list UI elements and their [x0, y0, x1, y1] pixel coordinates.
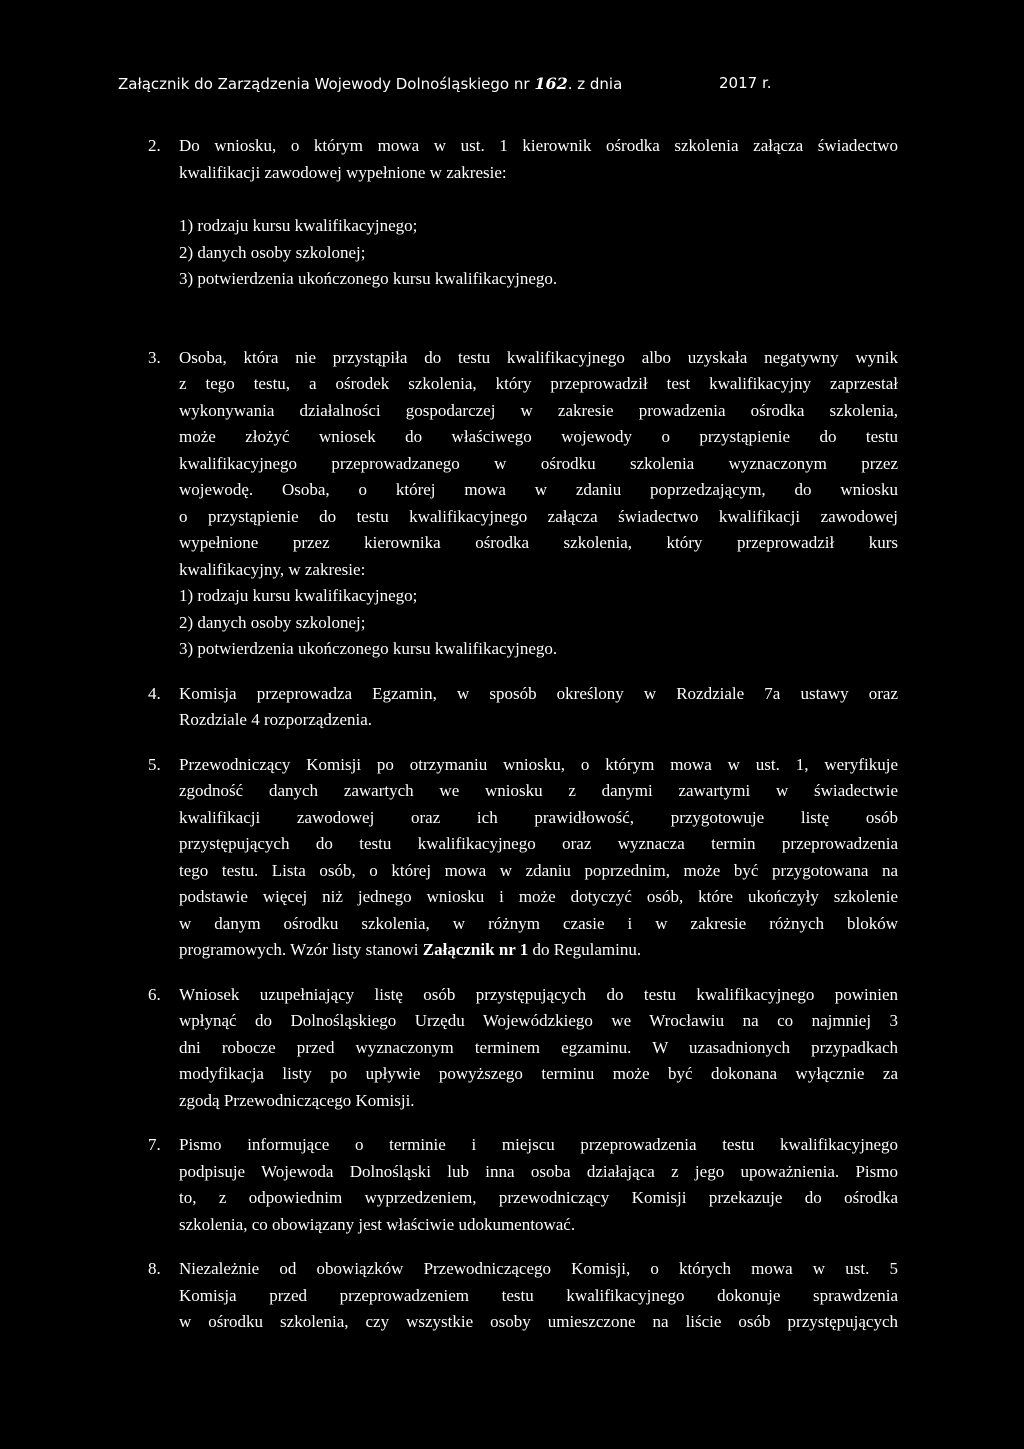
- paragraph-number: 5.: [148, 754, 161, 774]
- header-year: 2017 r.: [719, 74, 772, 92]
- list-item: 1) rodzaju kursu kwalifikacyjnego;: [179, 216, 418, 235]
- paragraph-number: 8.: [148, 1259, 161, 1278]
- paragraph-6: [148, 982, 898, 1115]
- paragraph-line: Niezależnie od obowiązków Przewodniczącego Komisji, o których mowa w ust. 5: [179, 1259, 898, 1278]
- paragraph-line: tego testu. Lista osób, o której mowa w zdaniu poprzednim, może być przygotowana na: [179, 860, 898, 880]
- paragraph-line: Komisja przed przeprowadzeniem testu kwalifikacyjnego dokonuje sprawdzenia: [179, 1285, 898, 1305]
- paragraph-number: 2.: [148, 136, 161, 155]
- paragraph-line: kwalifikacyjnego przeprowadzanego w ośrodku szkolenia wyznaczonym przez: [179, 453, 898, 473]
- document-body: [148, 133, 898, 1336]
- list-item: 1) rodzaju kursu kwalifikacyjnego;: [179, 586, 418, 605]
- paragraph-line: dni robocze przed wyznaczonym terminem egzaminu. W uzasadnionych przypadkach: [179, 1037, 898, 1057]
- paragraph-line: może złożyć wniosek do właściwego wojewody o przystąpienie do testu: [179, 427, 898, 446]
- paragraph-line: Komisja przeprowadza Egzamin, w sposób określony w Rozdziale 7a ustawy oraz: [179, 683, 898, 703]
- list-item: 3) potwierdzenia ukończonego kursu kwalifikacyjnego.: [179, 269, 558, 288]
- line-text: do Regulaminu.: [528, 940, 642, 959]
- paragraph-line: wykonywania działalności gospodarczej w zakresie prowadzenia ośrodka szkolenia,: [179, 400, 898, 420]
- paragraph-line: Przewodniczący Komisji po otrzymaniu wniosku, o którym mowa w ust. 1, weryfikuje: [179, 754, 898, 774]
- line-text: programowych. Wzór listy stanowi: [179, 940, 423, 959]
- paragraph-number: 3.: [148, 347, 161, 367]
- list-item: 2) danych osoby szkolonej;: [179, 242, 366, 262]
- paragraph-2: [148, 133, 898, 186]
- paragraph-2-list: [148, 213, 898, 293]
- paragraph-7: [148, 1132, 898, 1238]
- document-header: [118, 74, 772, 93]
- paragraph-line: podstawie więcej niż jednego wniosku i może dotyczyć osób, które ukończyły szkolenie: [179, 887, 898, 906]
- header-prefix: Załącznik do Zarządzenia Wojewody Dolnośląskiego nr: [118, 75, 530, 93]
- paragraph-line: szkolenia, co obowiązany jest właściwie udokumentować.: [179, 1214, 576, 1234]
- paragraph-number: 6.: [148, 984, 161, 1004]
- paragraph-8: [148, 1256, 898, 1336]
- paragraph-line: kwalifikacji zawodowej oraz ich prawidłowość, przygotowuje listę osób: [179, 807, 898, 827]
- paragraph-line: wypełnione przez kierownika ośrodka szkolenia, który przeprowadził kurs: [179, 533, 898, 552]
- paragraph-line: to, z odpowiednim wyprzedzeniem, przewodniczący Komisji przekazuje do ośrodka: [179, 1188, 898, 1207]
- paragraph-line: w ośrodku szkolenia, czy wszystkie osoby umieszczone na liście osób przystępujących: [179, 1312, 898, 1331]
- paragraph-line: z tego testu, a ośrodek szkolenia, który przeprowadził test kwalifikacyjny zaprzestał: [179, 374, 898, 393]
- paragraph-line: kwalifikacji zawodowej wypełnione w zakresie:: [179, 162, 507, 182]
- paragraph-line: Osoba, która nie przystąpiła do testu kwalifikacyjnego albo uzyskała negatywny wynik: [179, 347, 898, 367]
- paragraph-line: Wniosek uzupełniający listę osób przystępujących do testu kwalifikacyjnego powinien: [179, 984, 898, 1004]
- paragraph-line: wojewodę. Osoba, o której mowa w zdaniu poprzedzającym, do wniosku: [179, 480, 898, 499]
- paragraph-5: [148, 752, 898, 964]
- list-item: 3) potwierdzenia ukończonego kursu kwalifikacyjnego.: [179, 639, 558, 658]
- paragraph-line: zgodą Przewodniczącego Komisji.: [179, 1090, 415, 1110]
- paragraph-4: [148, 681, 898, 734]
- header-date-label: . z dnia: [567, 75, 623, 93]
- list-item: 2) danych osoby szkolonej;: [179, 612, 366, 632]
- paragraph-line: w danym ośrodku szkolenia, w różnym czasie i w zakresie różnych bloków: [179, 913, 898, 933]
- paragraph-line: zgodność danych zawartych we wniosku z danymi zawartymi w świadectwie: [179, 781, 898, 800]
- paragraph-line: Pismo informujące o terminie i miejscu przeprowadzenia testu kwalifikacyjnego: [179, 1135, 898, 1154]
- paragraph-line: przystępujących do testu kwalifikacyjnego oraz wyznacza termin przeprowadzenia: [179, 834, 898, 853]
- handwritten-number: 162: [534, 74, 568, 93]
- paragraph-line: podpisuje Wojewoda Dolnośląski lub inna osoba działająca z jego upoważnienia. Pismo: [179, 1161, 898, 1181]
- paragraph-line: [179, 937, 898, 964]
- paragraph-line: Do wniosku, o którym mowa w ust. 1 kierownik ośrodka szkolenia załącza świadectwo: [179, 136, 898, 155]
- paragraph-line: modyfikacja listy po upływie powyższego terminu może być dokonana wyłącznie za: [179, 1064, 898, 1083]
- paragraph-number: 7.: [148, 1135, 161, 1154]
- paragraph-3: [148, 345, 898, 663]
- attachment-reference: Załącznik nr 1: [422, 940, 529, 959]
- paragraph-line: o przystąpienie do testu kwalifikacyjnego załącza świadectwo kwalifikacji zawodowej: [179, 506, 898, 526]
- paragraph-line: wpłynąć do Dolnośląskiego Urzędu Wojewódzkiego we Wrocławiu na co najmniej 3: [179, 1011, 898, 1030]
- paragraph-number: 4.: [148, 683, 161, 703]
- paragraph-line: kwalifikacyjny, w zakresie:: [179, 559, 366, 579]
- paragraph-line: Rozdziale 4 rozporządzenia.: [179, 710, 373, 729]
